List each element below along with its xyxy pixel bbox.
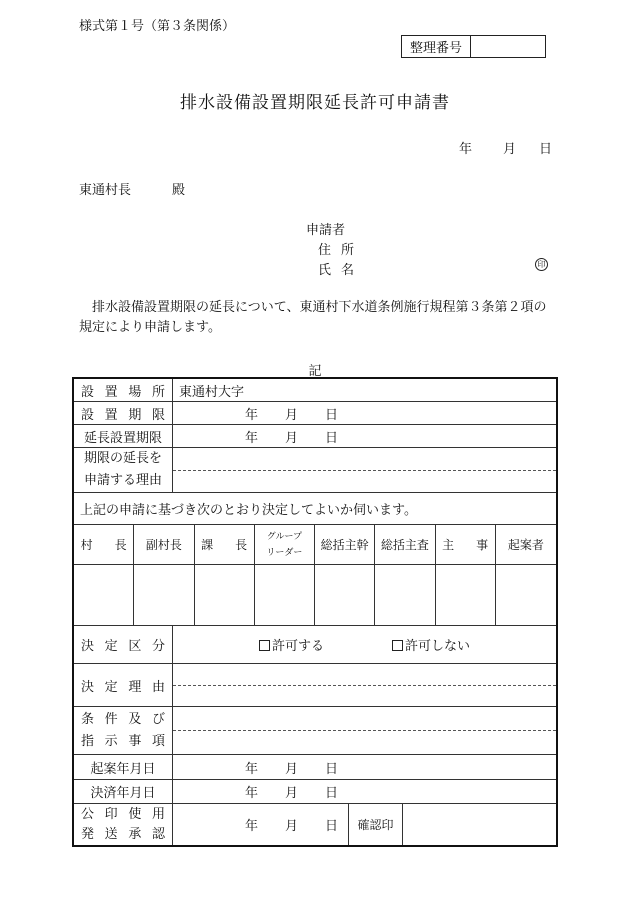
decision-label: 決 定 区 分 <box>74 626 173 663</box>
decision-options <box>173 626 556 663</box>
draft-date-label: 起案年月日 <box>74 755 173 779</box>
approver-chief-manager: 総括主幹 <box>315 525 375 564</box>
approver-seal-cells <box>74 565 556 625</box>
name-label: 氏名 <box>318 263 365 278</box>
ki-heading: 記 <box>308 364 322 379</box>
extended-deadline-date[interactable]: 年 月 日 <box>245 430 339 446</box>
deadline-label: 設 置 期 限 <box>74 402 173 424</box>
confirm-seal-field[interactable] <box>403 804 556 845</box>
reason-field[interactable] <box>173 448 556 492</box>
seal-cell[interactable] <box>195 565 255 625</box>
settle-date[interactable]: 年 月 日 <box>245 786 339 801</box>
reason-row <box>74 448 556 493</box>
date-year: 年 <box>459 142 473 157</box>
seal-cell[interactable] <box>74 565 134 625</box>
approver-drafter: 起案者 <box>507 538 544 552</box>
approval-request-text: 上記の申請に基づき次のとおり決定してよいか伺います。 <box>74 493 556 525</box>
reference-number-box <box>401 35 546 58</box>
approver-section-chief: 課 長 <box>195 525 255 564</box>
draft-date-row <box>74 755 556 780</box>
location-row <box>74 379 556 402</box>
date-month: 月 <box>503 142 517 157</box>
seal-use-row <box>74 804 556 845</box>
extended-deadline-row <box>74 425 556 448</box>
deadline-date[interactable]: 年 月 日 <box>245 407 339 423</box>
location-label: 設 置 場 所 <box>74 379 173 401</box>
body-text: 排水設備設置期限の延長について、東通村下水道条例施行規程第３条第２項の規定により申請します。 <box>79 300 547 335</box>
decision-reason-label: 決 定 理 由 <box>74 664 173 706</box>
approver-clerk: 主 事 <box>436 525 496 564</box>
conditions-field[interactable] <box>173 707 556 754</box>
seal-cell[interactable] <box>255 565 315 625</box>
addressee-honorific: 殿 <box>172 183 186 198</box>
approver-headers <box>74 525 556 565</box>
approval-grid <box>74 525 556 626</box>
decision-reason-row <box>74 664 556 707</box>
location-value[interactable]: 東通村大字 <box>179 384 245 400</box>
seal-use-label: 公 印 使 用 発 送 承 認 <box>74 804 173 845</box>
settle-date-label: 決済年月日 <box>74 780 173 803</box>
deadline-row <box>74 402 556 425</box>
document-title: 排水設備設置期限延長許可申請書 <box>180 93 450 113</box>
approver-group-leader: グループ リーダー <box>255 525 315 564</box>
decision-row <box>74 626 556 664</box>
checkbox-icon[interactable] <box>259 640 270 651</box>
permit-option[interactable]: 許可する <box>259 635 324 654</box>
form-number: 様式第１号（第３条関係） <box>79 19 236 34</box>
application-table <box>72 377 558 847</box>
checkbox-icon[interactable] <box>392 640 403 651</box>
deny-option[interactable]: 許可しない <box>392 635 470 654</box>
extended-deadline-label: 延長設置期限 <box>74 425 173 447</box>
seal-cell[interactable] <box>436 565 496 625</box>
seal-cell[interactable] <box>134 565 194 625</box>
settle-date-row <box>74 780 556 804</box>
confirm-seal-label: 確認印 <box>349 804 403 845</box>
decision-reason-field[interactable] <box>173 664 556 706</box>
reason-label: 期限の延長を 申請する理由 <box>74 448 173 492</box>
conditions-row <box>74 707 556 755</box>
seal-use-date[interactable]: 年 月 日 <box>173 804 349 845</box>
seal-cell[interactable] <box>315 565 375 625</box>
date-day: 日 <box>539 142 553 157</box>
reference-number-field[interactable] <box>471 36 545 57</box>
conditions-label: 条 件 及 び 指 示 事 項 <box>74 707 173 754</box>
address-label: 住所 <box>318 243 365 258</box>
applicant-label: 申請者 <box>306 223 346 238</box>
addressee: 東通村長 <box>79 183 132 198</box>
reference-number-label: 整理番号 <box>402 36 471 57</box>
draft-date[interactable]: 年 月 日 <box>245 761 339 777</box>
seal-mark-icon: 印 <box>535 258 548 271</box>
seal-cell[interactable] <box>496 565 556 625</box>
approver-deputy-head: 副村長 <box>134 525 194 564</box>
approver-chief-inspector: 総括主査 <box>375 525 435 564</box>
seal-cell[interactable] <box>375 565 435 625</box>
approver-village-head: 村 長 <box>74 525 134 564</box>
